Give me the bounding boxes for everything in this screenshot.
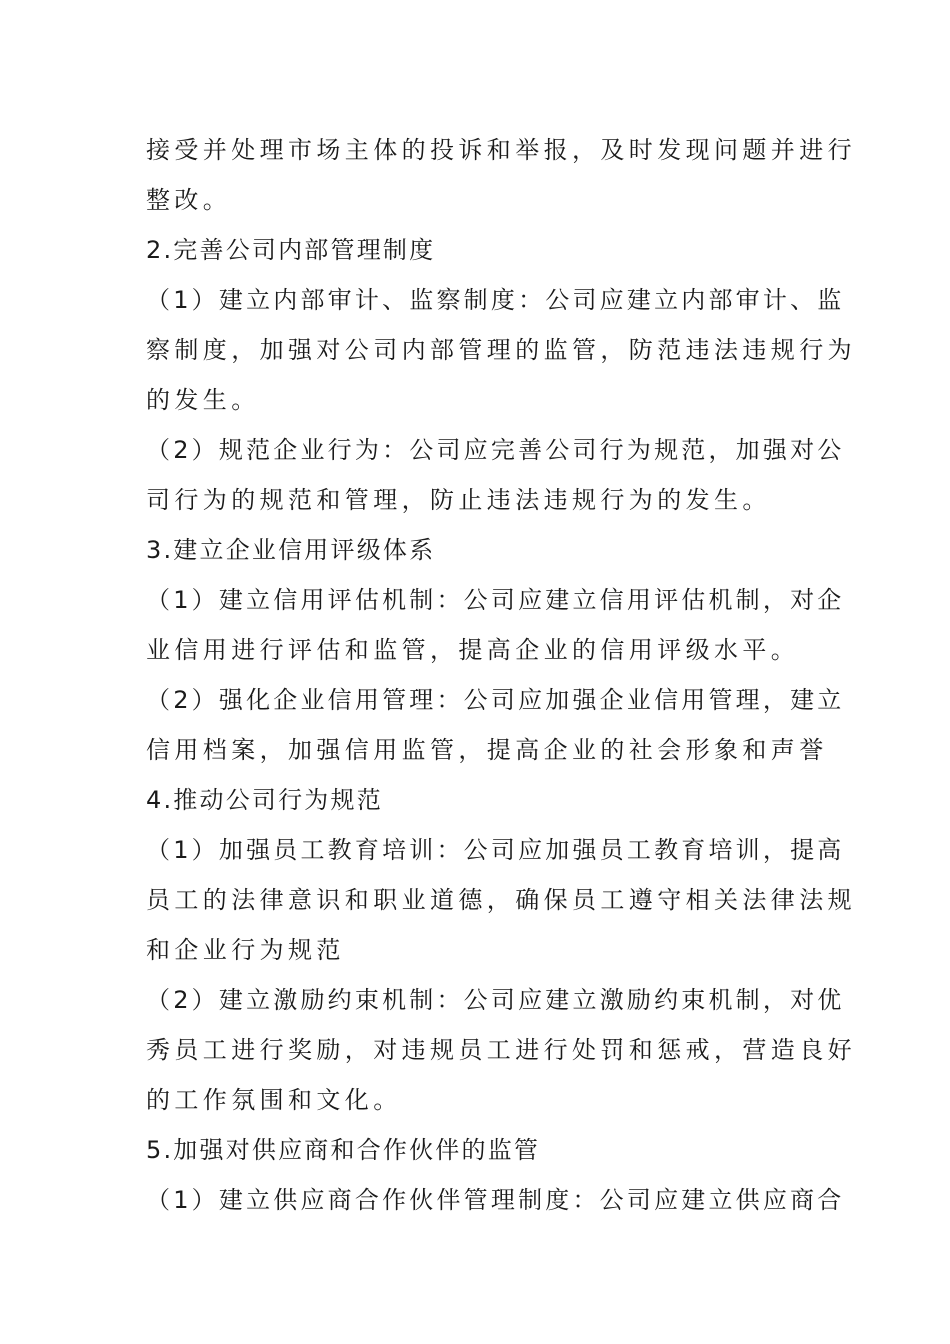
paragraph-line: （1）建立供应商合作伙伴管理制度：公司应建立供应商合 <box>146 1186 845 1214</box>
paragraph-line: 察制度，加强对公司内部管理的监管，防范违法违规行为 <box>146 336 856 364</box>
paragraph-line: 的发生。 <box>146 386 260 414</box>
paragraph-line: 秀员工进行奖励，对违规员工进行处罚和惩戒，营造良好 <box>146 1036 856 1064</box>
paragraph-line: 和企业行为规范 <box>146 936 345 964</box>
paragraph-line: 的工作氛围和文化。 <box>146 1086 402 1114</box>
section-heading: 2.完善公司内部管理制度 <box>146 236 436 264</box>
paragraph-line: （2）规范企业行为：公司应完善公司行为规范，加强对公 <box>146 436 845 464</box>
paragraph-line: 员工的法律意识和职业道德，确保员工遵守相关法律法规 <box>146 886 856 914</box>
paragraph-line: （2）强化企业信用管理：公司应加强企业信用管理，建立 <box>146 686 845 714</box>
paragraph-line: （2）建立激励约束机制：公司应建立激励约束机制，对优 <box>146 986 845 1014</box>
section-heading: 4.推动公司行为规范 <box>146 786 383 814</box>
paragraph-line: 整改。 <box>146 186 232 214</box>
paragraph-line: （1）建立信用评估机制：公司应建立信用评估机制，对企 <box>146 586 845 614</box>
paragraph-line: 业信用进行评估和监管，提高企业的信用评级水平。 <box>146 636 800 664</box>
paragraph-line: 信用档案，加强信用监管，提高企业的社会形象和声誉 <box>146 736 828 764</box>
section-heading: 3.建立企业信用评级体系 <box>146 536 436 564</box>
paragraph-line: （1）建立内部审计、监察制度：公司应建立内部审计、监 <box>146 286 845 314</box>
paragraph-line: （1）加强员工教育培训：公司应加强员工教育培训，提高 <box>146 836 845 864</box>
paragraph-line: 司行为的规范和管理，防止违法违规行为的发生。 <box>146 486 771 514</box>
paragraph-line: 接受并处理市场主体的投诉和举报，及时发现问题并进行 <box>146 136 856 164</box>
section-heading: 5.加强对供应商和合作伙伴的监管 <box>146 1136 541 1164</box>
